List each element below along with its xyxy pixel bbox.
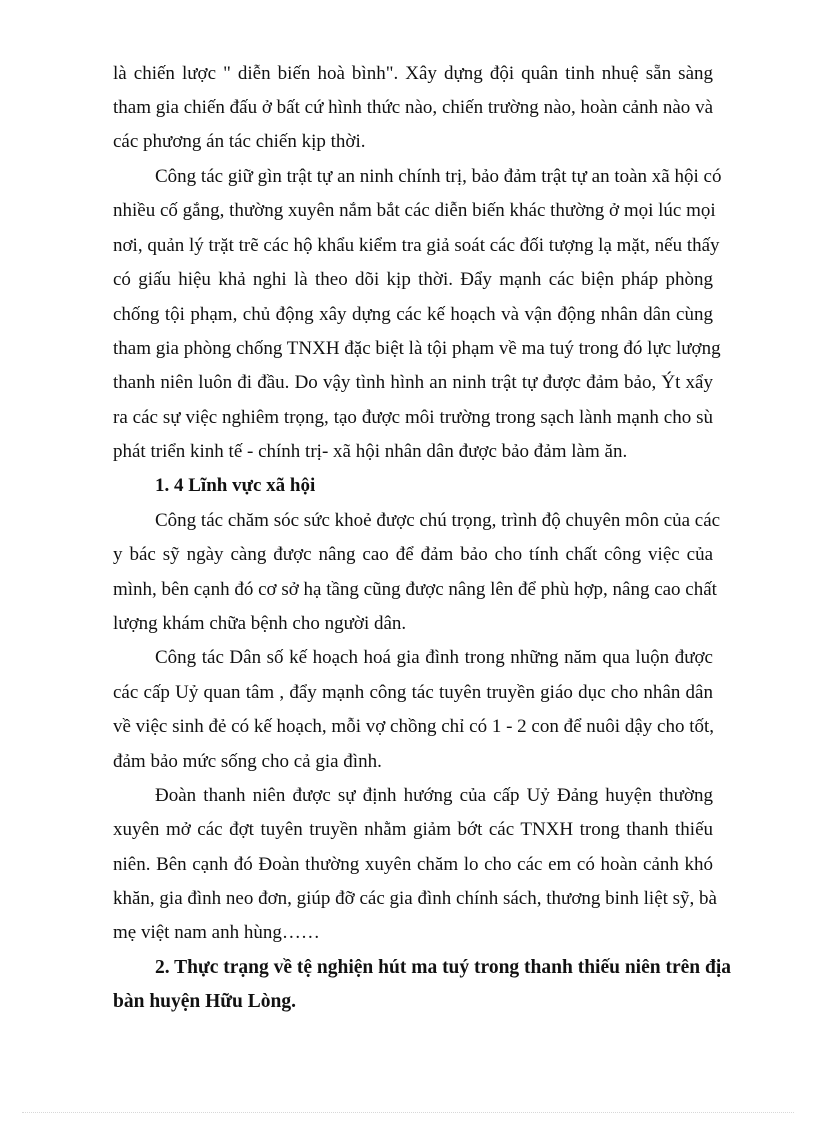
text-line: Công tác Dân số kế hoạch hoá gia đình trong những năm qua luộn được — [155, 647, 713, 668]
text-line: lượng khám chữa bệnh cho người dân. — [113, 613, 407, 634]
text-line: chống tội phạm, chủ động xây dựng các kế hoạch và vận động nhân dân cùng — [113, 304, 713, 325]
text-line: khăn, gia đình neo đơn, giúp đỡ các gia đình chính sách, thương binh liệt sỹ, bà — [113, 888, 717, 909]
text-line: niên. Bên cạnh đó Đoàn thường xuyên chăm lo cho các em có hoàn cảnh khó — [113, 854, 713, 875]
text-line: Công tác chăm sóc sức khoẻ được chú trọng, trình độ chuyên môn của các — [155, 510, 721, 531]
text-line: nơi, quản lý trặt trẽ các hộ khẩu kiểm tra giả soát các đối tượng lạ mặt, nếu thấy — [113, 235, 720, 256]
page-footer-rule — [22, 1112, 794, 1113]
text-line: xuyên mở các đợt tuyên truyền nhằm giảm bớt các TNXH trong thanh thiếu — [113, 819, 713, 840]
text-line: Đoàn thanh niên được sự định hướng của cấp Uỷ Đảng huyện thường — [155, 785, 713, 806]
section-heading: bàn huyện Hữu Lòng. — [113, 991, 296, 1012]
text-line: các phương án tác chiến kịp thời. — [113, 131, 366, 152]
text-line: là chiến lược " diễn biến hoà bình". Xây dựng đội quân tinh nhuệ sẵn sàng — [113, 63, 713, 84]
text-line: mẹ việt nam anh hùng…… — [113, 922, 320, 943]
text-line: tham gia chiến đấu ở bất cứ hình thức nào, chiến trường nào, hoàn cảnh nào và — [113, 97, 713, 118]
text-line: y bác sỹ ngày càng được nâng cao để đảm bảo cho tính chất công việc của — [113, 544, 713, 565]
text-line: các cấp Uỷ quan tâm , đẩy mạnh công tác tuyên truyền giáo dục cho nhân dân — [113, 682, 713, 703]
text-line: về việc sinh đẻ có kế hoạch, mỗi vợ chồng chỉ có 1 - 2 con để nuôi dậy cho tốt, — [113, 716, 714, 737]
text-line: phát triển kinh tế - chính trị- xã hội nhân dân được bảo đảm làm ăn. — [113, 441, 628, 462]
section-heading: 1. 4 Lĩnh vực xã hội — [155, 475, 316, 496]
text-line: nhiều cố gắng, thường xuyên nắm bắt các diễn biến khác thường ở mọi lúc mọi — [113, 200, 716, 221]
text-line: ra các sự việc nghiêm trọng, tạo được môi trường trong sạch lành mạnh cho sù — [113, 407, 713, 428]
text-line: thanh niên luôn đi đầu. Do vậy tình hình an ninh trật tự được đảm bảo, Ýt xẩy — [113, 372, 713, 393]
text-line: đảm bảo mức sống cho cả gia đình. — [113, 751, 382, 772]
text-line: mình, bên cạnh đó cơ sở hạ tầng cũng được nâng lên để phù hợp, nâng cao chất — [113, 579, 717, 600]
text-line: Công tác giữ gìn trật tự an ninh chính trị, bảo đảm trật tự an toàn xã hội có — [155, 166, 722, 187]
text-line: tham gia phòng chống TNXH đặc biệt là tội phạm về ma tuý trong đó lực lượng — [113, 338, 721, 359]
text-line: có giấu hiệu khả nghi là theo dõi kịp thời. Đẩy mạnh các biện pháp phòng — [113, 269, 713, 290]
section-heading: 2. Thực trạng về tệ nghiện hút ma tuý trong thanh thiếu niên trên địa — [155, 957, 732, 978]
